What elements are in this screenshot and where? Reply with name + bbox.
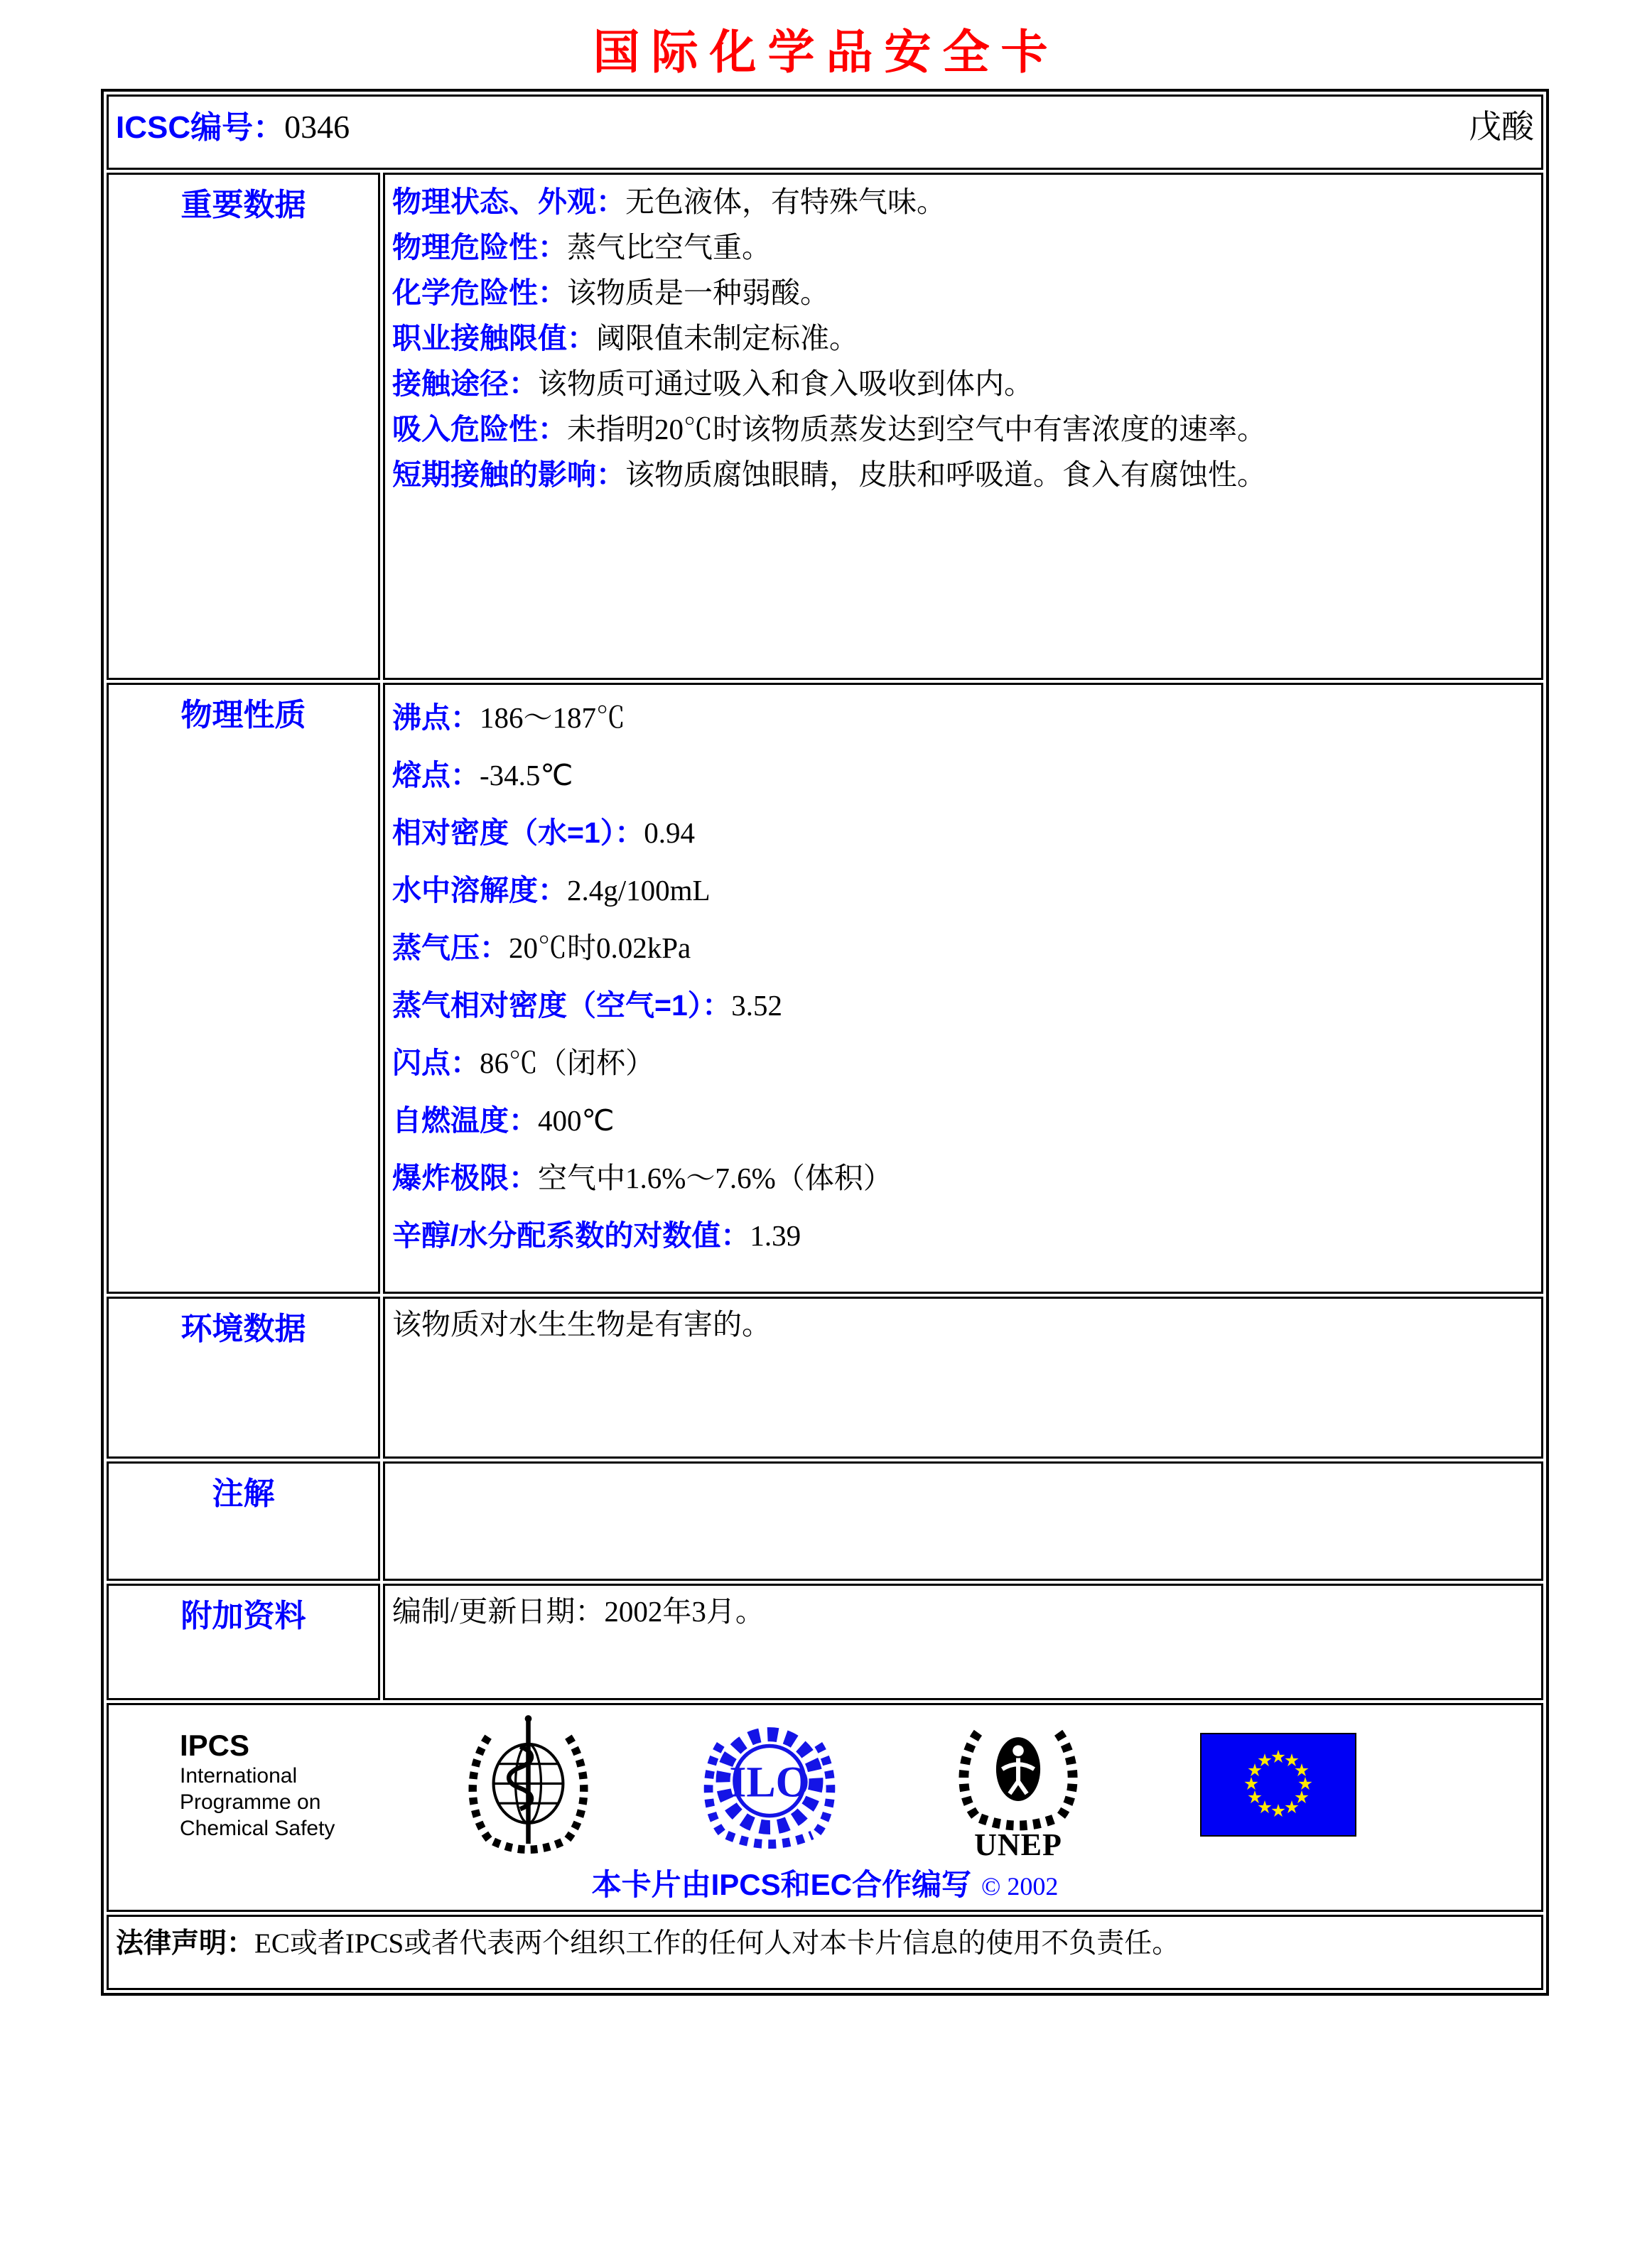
additional-info-text: 编制/更新日期：2002年3月。: [392, 1595, 765, 1628]
section-label-additional-info: 附加资料: [107, 1584, 380, 1700]
footer-row: [107, 1703, 1543, 1912]
section-environmental-data: [107, 1297, 1543, 1459]
data-line-boiling-point: 沸点：186～187℃: [392, 701, 625, 734]
legal-cell: [107, 1915, 1543, 1990]
who-logo-icon: [443, 1709, 613, 1860]
legal-text: EC或者IPCS或者代表两个组织工作的任何人对本卡片信息的使用不负责任。: [254, 1928, 1180, 1959]
credit-line: [116, 1861, 1534, 1904]
section-label-notes: 注解: [107, 1461, 380, 1581]
card-header-row: [107, 94, 1543, 170]
ipcs-text-block: [180, 1729, 414, 1842]
data-line-chemical-hazard: 化学危险性：该物质是一种弱酸。: [392, 276, 829, 309]
data-line-autoignition-temp: 自燃温度：400℃: [392, 1104, 615, 1137]
section-label-environmental-data: 环境数据: [107, 1297, 380, 1459]
ipcs-acronym: IPCS: [180, 1728, 250, 1762]
ipcs-line: International: [180, 1763, 298, 1788]
icsc-document-page: [0, 14, 1652, 2265]
data-line-vapor-density: 蒸气相对密度（空气=1）：3.52: [392, 989, 782, 1022]
data-line-inhalation-risk: 吸入危险性：未指明20℃时该物质蒸发达到空气中有害浓度的速率。: [392, 413, 1266, 445]
legal-row: [107, 1915, 1543, 1990]
data-line-exposure-route: 接触途径：该物质可通过吸入和食入吸收到体内。: [392, 367, 1033, 400]
data-line-explosive-limits: 爆炸极限：空气中1.6%～7.6%（体积）: [392, 1162, 892, 1194]
ipcs-line: Chemical Safety: [180, 1816, 335, 1840]
section-label-physical-properties: 物理性质: [107, 683, 380, 1294]
data-line-physical-hazard: 物理危险性：蒸气比空气重。: [392, 231, 771, 264]
icsc-number-label: ICSC编号：: [116, 110, 285, 145]
data-line-relative-density: 相对密度（水=1）：0.94: [392, 816, 695, 849]
section-notes: [107, 1461, 1543, 1581]
unep-logo-icon: [940, 1709, 1096, 1861]
section-additional-info: [107, 1584, 1543, 1700]
legal-label: 法律声明：: [116, 1928, 255, 1959]
data-line-short-term-effects: 短期接触的影响：该物质腐蚀眼睛，皮肤和呼吸道。食入有腐蚀性。: [392, 458, 1266, 491]
unep-logo-label: UNEP: [974, 1827, 1062, 1862]
section-important-data: [107, 173, 1543, 680]
svg-text:ILO: ILO: [729, 1758, 810, 1807]
data-line-octanol-water-coefficient: 辛醇/水分配系数的对数值：1.39: [392, 1219, 801, 1252]
card-header-cell: [107, 94, 1543, 170]
data-line-physical-state: 物理状态、外观：无色液体，有特殊气味。: [392, 185, 946, 218]
section-label-important-data: 重要数据: [107, 173, 380, 680]
ilo-logo-icon: [695, 1714, 844, 1856]
page-title: 国际化学品安全卡: [593, 26, 1059, 78]
logo-row: [116, 1709, 1534, 1860]
data-line-exposure-limit: 职业接触限值：阈限值未制定标准。: [392, 322, 858, 355]
chemical-name: 戊酸: [1469, 109, 1534, 145]
section-content-environmental-data: [383, 1297, 1543, 1459]
environmental-data-text: 该物质对水生生物是有害的。: [392, 1308, 771, 1341]
section-physical-properties: [107, 683, 1543, 1294]
copyright-text: © 2002: [981, 1872, 1059, 1901]
section-content-additional-info: [383, 1584, 1543, 1700]
data-line-melting-point: 熔点：-34.5℃: [392, 759, 573, 791]
data-line-water-solubility: 水中溶解度：2.4g/100mL: [392, 874, 711, 907]
eu-flag-icon: [1199, 1733, 1357, 1837]
section-content-important-data: [383, 173, 1543, 680]
icsc-number-value: 0346: [284, 109, 350, 145]
icsc-card-table: [101, 89, 1549, 1996]
footer-cell: [107, 1703, 1543, 1912]
data-line-flash-point: 闪点：86℃（闭杯）: [392, 1047, 654, 1079]
section-content-notes: [383, 1461, 1543, 1581]
ipcs-line: Programme on: [180, 1790, 321, 1814]
data-line-vapor-pressure: 蒸气压：20℃时0.02kPa: [392, 931, 691, 964]
credit-text: 本卡片由IPCS和EC合作编写: [591, 1868, 971, 1901]
section-content-physical-properties: [383, 683, 1543, 1294]
icsc-number-group: [116, 102, 350, 147]
